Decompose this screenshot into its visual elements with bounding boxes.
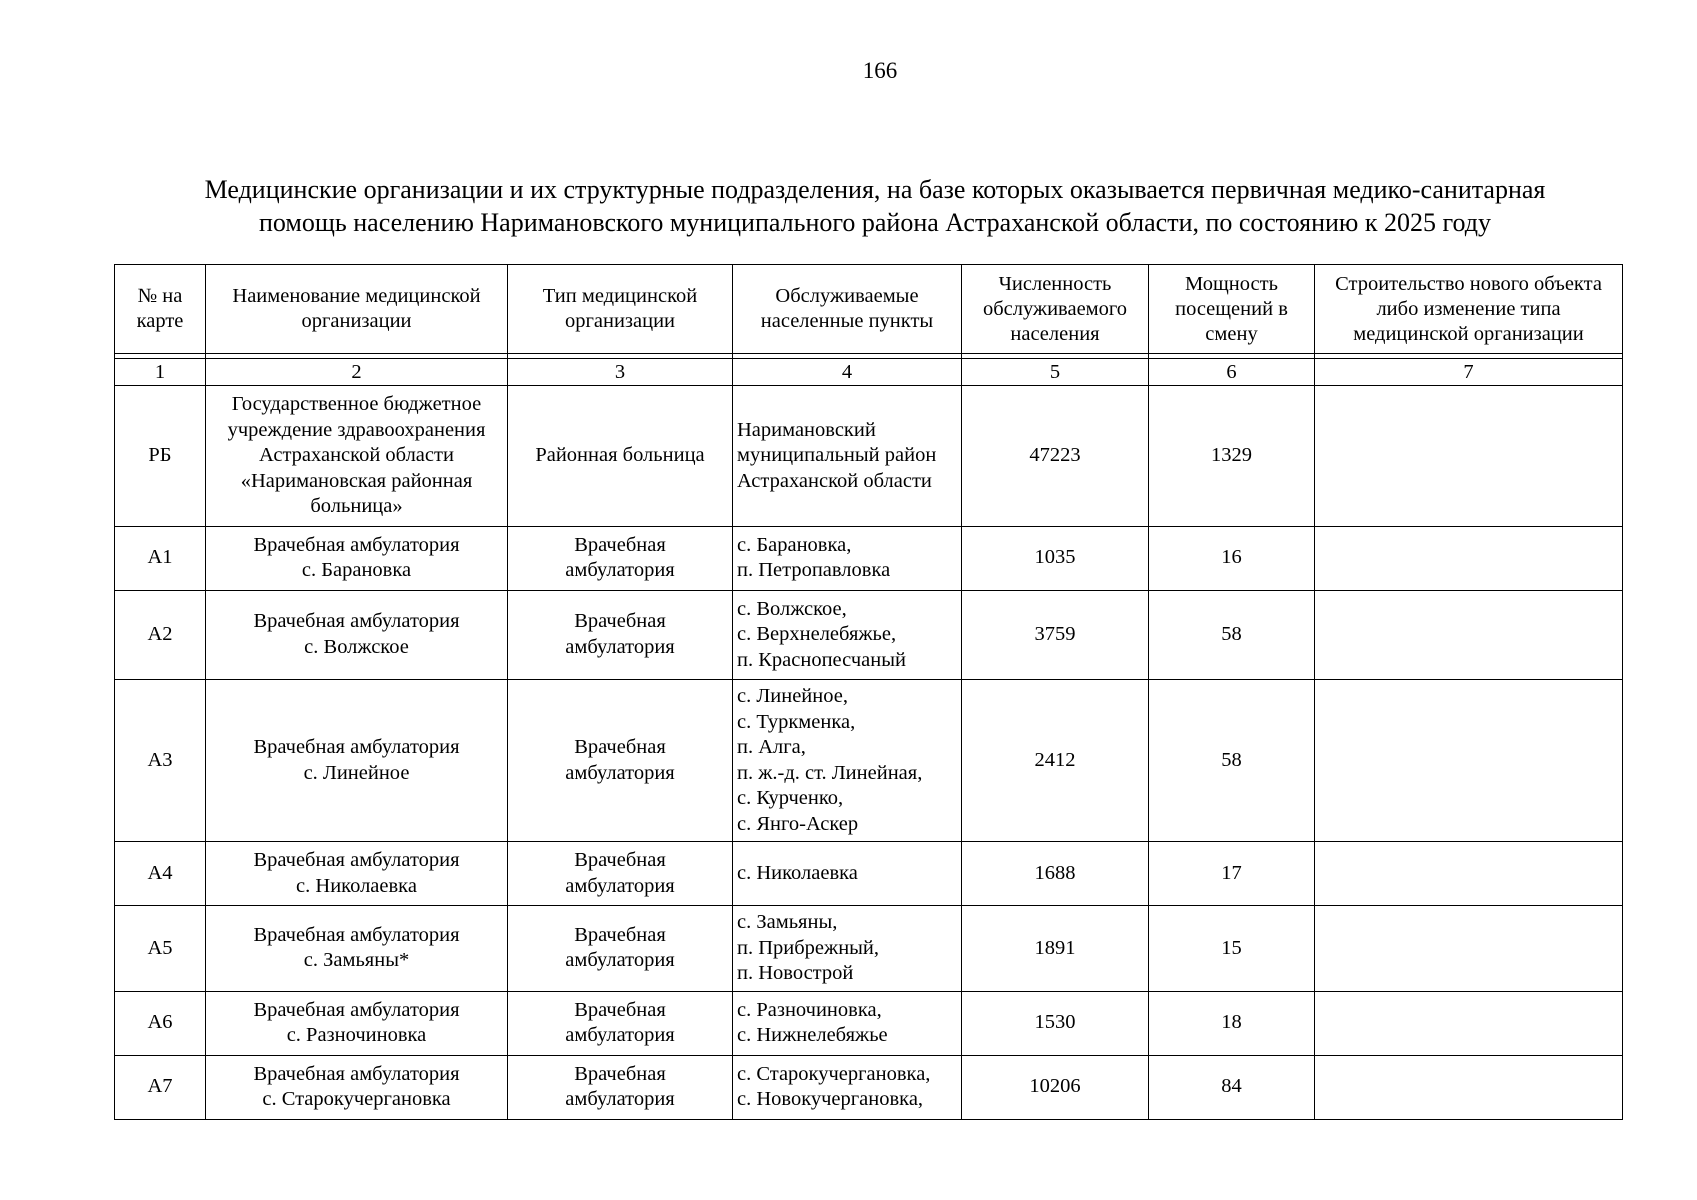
table-row (115, 680, 1623, 842)
cell-organization-type-line: Врачебная (574, 923, 666, 946)
header-construction: Строительство нового объекта либо изменение типа медицинской организации (1315, 265, 1623, 354)
cell-capacity: 15 (1149, 906, 1315, 992)
cell-localities (733, 386, 962, 527)
cell-localities (733, 842, 962, 906)
cell-organization-name-line: с. Барановка (301, 559, 412, 581)
header-localities: Обслуживаемые населенные пункты (733, 265, 962, 354)
cell-organization-type (508, 842, 733, 906)
cell-localities-line: с. Янго-Аскер (737, 812, 859, 835)
cell-population: 10206 (962, 1055, 1149, 1119)
cell-organization-name (206, 991, 508, 1055)
cell-localities-line: с. Разночиновка, (737, 998, 882, 1021)
cell-capacity: 84 (1149, 1055, 1315, 1119)
cell-construction (1315, 680, 1623, 842)
cell-localities-line: с. Новокучергановка, (737, 1088, 924, 1110)
header-capacity: Мощность посещений в смену (1149, 265, 1315, 354)
column-number-row (115, 359, 1623, 386)
cell-organization-name-line: Врачебная амбулатория (253, 998, 460, 1021)
document-title (110, 173, 1640, 239)
cell-localities-line: с. Барановка, (737, 533, 852, 556)
column-number: 2 (206, 359, 508, 386)
cell-organization-name-line: Врачебная амбулатория (253, 923, 460, 946)
cell-organization-name-line: Врачебная амбулатория (253, 533, 460, 556)
table-body (115, 354, 1623, 1120)
cell-localities-line: с. Верхнелебяжье, (737, 623, 897, 645)
table-row (115, 1055, 1623, 1119)
table-header-row (115, 265, 1623, 354)
cell-localities-line: Астраханской области (737, 469, 932, 492)
cell-organization-type (508, 991, 733, 1055)
cell-localities-line: с. Линейное, (737, 685, 848, 707)
cell-localities-line: п. Алга, (737, 736, 806, 758)
cell-organization-name (206, 526, 508, 590)
cell-localities-line: с. Туркменка, (737, 710, 856, 733)
cell-localities (733, 1055, 962, 1119)
cell-localities-line: п. Петропавловка (737, 559, 891, 581)
cell-map-number: А7 (115, 1055, 206, 1119)
cell-map-number: А1 (115, 526, 206, 590)
cell-population: 47223 (962, 386, 1149, 527)
title-line-2: помощь населению Наримановского муниципального района Астраханской области, по состоянию к 2025 году (259, 208, 1491, 237)
cell-capacity: 16 (1149, 526, 1315, 590)
cell-localities (733, 991, 962, 1055)
header-organization-name: Наименование медицинской организации (206, 265, 508, 354)
cell-organization-name-line: больница» (310, 495, 403, 517)
cell-organization-type (508, 680, 733, 842)
table-row (115, 906, 1623, 992)
cell-construction (1315, 386, 1623, 527)
cell-localities-line: с. Курченко, (737, 787, 844, 809)
header-population: Численность обслуживаемого населения (962, 265, 1149, 354)
column-number: 5 (962, 359, 1149, 386)
cell-construction (1315, 991, 1623, 1055)
cell-organization-type (508, 590, 733, 680)
cell-localities-line: с. Старокучергановка, (737, 1062, 931, 1085)
header-map-number: № на карте (115, 265, 206, 354)
table-row (115, 842, 1623, 906)
cell-construction (1315, 842, 1623, 906)
medical-organizations-table (114, 264, 1623, 1120)
cell-organization-name (206, 906, 508, 992)
column-number: 7 (1315, 359, 1623, 386)
table-row (115, 526, 1623, 590)
cell-localities-line: с. Нижнелебяжье (737, 1024, 888, 1046)
cell-localities-line: с. Волжское, (737, 597, 847, 620)
cell-organization-type-line: амбулатория (565, 874, 675, 897)
cell-organization-name-line: «Наримановская районная (240, 469, 473, 492)
cell-localities-line: муниципальный район (737, 444, 937, 466)
cell-localities (733, 906, 962, 992)
cell-population: 2412 (962, 680, 1149, 842)
cell-organization-name-line: с. Волжское (304, 635, 409, 658)
cell-capacity: 1329 (1149, 386, 1315, 527)
cell-organization-type-line: амбулатория (565, 1024, 675, 1046)
header-organization-type: Тип медицинской организации (508, 265, 733, 354)
cell-organization-name-line: Врачебная амбулатория (253, 1062, 460, 1085)
cell-organization-name-line: учреждение здравоохранения (227, 418, 486, 441)
table-row (115, 991, 1623, 1055)
cell-localities (733, 680, 962, 842)
cell-construction (1315, 590, 1623, 680)
cell-population: 1688 (962, 842, 1149, 906)
cell-organization-type (508, 1055, 733, 1119)
cell-organization-name-line: с. Старокучергановка (262, 1088, 451, 1110)
cell-organization-type-line: амбулатория (565, 1088, 675, 1110)
cell-population: 1530 (962, 991, 1149, 1055)
cell-organization-type (508, 526, 733, 590)
cell-map-number: А6 (115, 991, 206, 1055)
cell-map-number: РБ (115, 386, 206, 527)
cell-organization-name (206, 590, 508, 680)
cell-organization-name-line: Врачебная амбулатория (253, 849, 460, 871)
cell-organization-type-line: амбулатория (565, 761, 675, 784)
cell-map-number: А2 (115, 590, 206, 680)
cell-organization-name-line: Врачебная амбулатория (253, 610, 460, 633)
cell-localities-line: с. Замьяны, (737, 911, 838, 933)
cell-organization-type (508, 906, 733, 992)
title-line-1: Медицинские организации и их структурные подразделения, на базе которых оказывается первичная медико-санитарная (204, 175, 1546, 204)
cell-population: 3759 (962, 590, 1149, 680)
cell-localities (733, 526, 962, 590)
table-row (115, 386, 1623, 527)
cell-capacity: 18 (1149, 991, 1315, 1055)
cell-organization-name-line: Государственное бюджетное (231, 393, 482, 415)
cell-capacity: 58 (1149, 680, 1315, 842)
cell-localities-line: п. Краснопесчаный (737, 648, 906, 671)
cell-organization-name-line: с. Николаевка (296, 874, 417, 897)
cell-localities-line: п. Новострой (737, 962, 854, 984)
cell-population: 1035 (962, 526, 1149, 590)
cell-organization-type (508, 386, 733, 527)
column-number: 3 (508, 359, 733, 386)
table-row (115, 590, 1623, 680)
cell-organization-name-line: с. Разночиновка (286, 1024, 427, 1046)
cell-map-number: А3 (115, 680, 206, 842)
column-number: 6 (1149, 359, 1315, 386)
cell-construction (1315, 906, 1623, 992)
column-number: 1 (115, 359, 206, 386)
cell-localities-line: п. ж.-д. ст. Линейная, (737, 761, 923, 784)
cell-organization-type-line: амбулатория (565, 949, 675, 972)
cell-organization-name-line: Астраханской области (259, 444, 454, 466)
cell-capacity: 58 (1149, 590, 1315, 680)
cell-localities-line: п. Прибрежный, (737, 936, 880, 959)
cell-organization-type-line: Врачебная (574, 849, 666, 871)
cell-organization-type-line: Врачебная (574, 736, 666, 758)
cell-organization-type-line: Врачебная (574, 610, 666, 633)
cell-organization-type-line: Врачебная (574, 1062, 666, 1085)
cell-localities (733, 590, 962, 680)
cell-organization-name-line: с. Замьяны* (303, 949, 410, 972)
cell-organization-type-line: амбулатория (565, 559, 675, 581)
cell-capacity: 17 (1149, 842, 1315, 906)
cell-organization-name (206, 386, 508, 527)
cell-organization-name-line: Врачебная амбулатория (253, 736, 460, 758)
cell-organization-name (206, 842, 508, 906)
cell-map-number: А5 (115, 906, 206, 992)
cell-population: 1891 (962, 906, 1149, 992)
cell-organization-type-line: амбулатория (565, 635, 675, 658)
cell-map-number: А4 (115, 842, 206, 906)
cell-organization-type-line: Районная больница (535, 444, 705, 466)
cell-organization-type-line: Врачебная (574, 998, 666, 1021)
cell-localities-line: Наримановский (737, 418, 876, 441)
cell-construction (1315, 1055, 1623, 1119)
cell-localities-line: с. Николаевка (737, 861, 858, 884)
page-number: 166 (862, 58, 898, 83)
column-number: 4 (733, 359, 962, 386)
cell-organization-name (206, 1055, 508, 1119)
cell-organization-name-line: с. Линейное (303, 761, 410, 784)
cell-construction (1315, 526, 1623, 590)
cell-organization-type-line: Врачебная (574, 533, 666, 556)
cell-organization-name (206, 680, 508, 842)
